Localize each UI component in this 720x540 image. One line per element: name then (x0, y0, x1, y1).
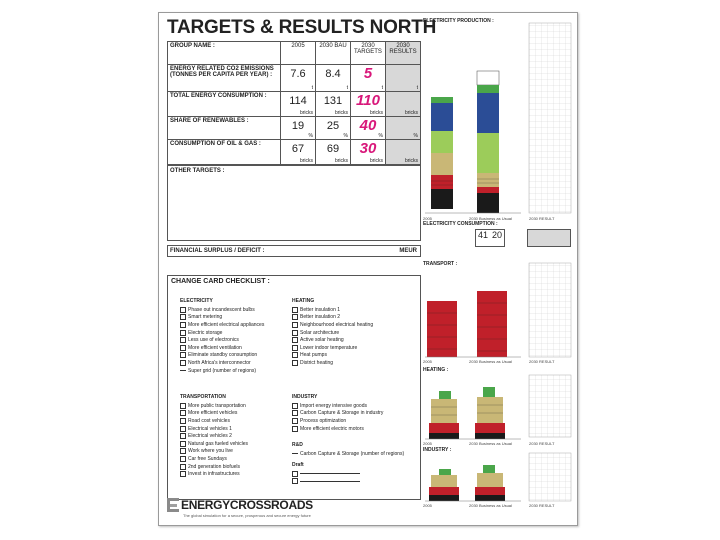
checklist-item[interactable]: Import energy intensive goods (292, 402, 383, 410)
logo-text: ENERGYCROSSROADS (181, 498, 313, 512)
checkbox-icon[interactable] (180, 464, 186, 470)
rnd-heading: R&D (292, 442, 303, 448)
electricity-production-title: ELECTRICITY PRODUCTION : (423, 18, 494, 24)
financial-box[interactable] (167, 245, 421, 257)
checkbox-icon[interactable] (292, 322, 298, 328)
cell-2005-renewables: 19 % (281, 117, 316, 140)
cell-result-renewables[interactable]: % (386, 117, 421, 140)
checklist-heating (292, 298, 373, 367)
checklist-industry (292, 394, 383, 432)
checklist-item[interactable]: Carbon Capture & Storage in industry (292, 410, 383, 418)
heating-label-bau: 2030 Business as Usual (469, 441, 512, 446)
checkbox-icon[interactable] (180, 433, 186, 439)
checkbox-icon[interactable] (180, 441, 186, 447)
industry-label-result: 2030 RESULT (529, 503, 555, 508)
checkbox-icon[interactable] (180, 448, 186, 454)
targets-results-sheet (158, 12, 578, 526)
checkbox-icon[interactable] (180, 360, 186, 366)
transport-label-2005: 2005 (423, 359, 432, 364)
checkbox-icon[interactable] (180, 337, 186, 343)
checklist-item[interactable]: 2nd generation biofuels (180, 463, 248, 471)
transport-title: TRANSPORT : (423, 261, 458, 267)
checklist-item[interactable]: Process optimization (292, 417, 383, 425)
consumption-value-2005: 41 (478, 230, 489, 240)
elec-label-bau: 2030 Business as Usual (469, 216, 512, 221)
checklist-item[interactable]: Better insulation 1 (292, 306, 373, 314)
industry-heading: INDUSTRY (292, 394, 318, 400)
checklist-item[interactable]: Car free Sundays (180, 455, 248, 463)
heating-label-result: 2030 RESULT (529, 441, 555, 446)
other-targets-label: OTHER TARGETS : (170, 168, 225, 174)
transport-result-grid (529, 263, 571, 357)
checklist-item[interactable]: Active solar heating (292, 336, 373, 344)
checkbox-icon[interactable] (292, 337, 298, 343)
electricity-bau-stack (477, 71, 499, 213)
checkbox-icon[interactable] (180, 426, 186, 432)
heating-title: HEATING : (423, 367, 449, 373)
checkbox-icon[interactable] (180, 352, 186, 358)
checkbox-icon[interactable] (292, 471, 298, 477)
checklist-item[interactable]: Invest in infrastructures (180, 470, 248, 478)
cell-2005-energy: 114 bricks (281, 92, 316, 117)
checkbox-icon[interactable] (180, 307, 186, 313)
checklist-item[interactable]: Neighbourhood electrical heating (292, 321, 373, 329)
checklist-item[interactable]: Better insulation 2 (292, 314, 373, 322)
checklist-item[interactable]: Eliminate standby consumption (180, 352, 264, 360)
heating-result-grid (529, 375, 571, 437)
checklist-item[interactable]: North Africa's interconnector (180, 359, 264, 367)
checkbox-icon[interactable] (180, 403, 186, 409)
checkbox-icon[interactable] (292, 330, 298, 336)
checkbox-icon[interactable] (180, 456, 186, 462)
transport-2005-stack (427, 301, 457, 357)
cell-target-co2: 5 t (351, 65, 386, 92)
checkbox-icon[interactable] (292, 478, 298, 484)
other-targets-box[interactable] (167, 165, 421, 241)
stacked-brick-charts (421, 13, 577, 525)
cell-2005-co2: 7.6 t (281, 65, 316, 92)
electricity-heading: ELECTRICITY (180, 298, 213, 304)
cell-bau-renewables: 25 % (316, 117, 351, 140)
checklist-item[interactable]: Less use of electronics (180, 336, 264, 344)
checkbox-icon[interactable] (292, 426, 298, 432)
consumption-value-bau: 20 (492, 230, 503, 240)
cell-target-oilgas: 30 bricks (351, 140, 386, 165)
row-label-oilgas: CONSUMPTION OF OIL & GAS : (168, 140, 281, 165)
col-2005: 2005 (281, 42, 316, 65)
targets-table (167, 41, 421, 165)
checkbox-icon[interactable] (180, 418, 186, 424)
cell-target-renewables: 40 % (351, 117, 386, 140)
draft-heading: Draft (292, 462, 304, 468)
industry-label-bau: 2030 Business as Usual (469, 503, 512, 508)
checklist-item[interactable]: Super grid (number of regions) (180, 367, 264, 375)
checklist-item[interactable]: Work where you live (180, 448, 248, 456)
checkbox-icon[interactable] (292, 418, 298, 424)
col-results: 2030 RESULTS (386, 42, 421, 65)
cell-2005-oilgas: 67 bricks (281, 140, 316, 165)
heating-label-2005: 2005 (423, 441, 432, 446)
energy-crossroads-logo (167, 497, 313, 518)
checklist-item[interactable] (292, 478, 360, 486)
checklist-item[interactable]: More public transportation (180, 402, 248, 410)
checkbox-icon[interactable] (180, 410, 186, 416)
checklist-item[interactable]: Solar architecture (292, 329, 373, 337)
row-label-co2: ENERGY RELATED CO2 EMISSIONS (TONNES PER CAPITA PER YEAR) : (168, 65, 281, 92)
col-targets: 2030 TARGETS (351, 42, 386, 65)
logo-mark-icon (167, 497, 181, 513)
checklist-item[interactable]: Natural gas fueled vehicles (180, 440, 248, 448)
checklist-item[interactable]: Electrical vehicles 1 (180, 425, 248, 433)
checkbox-icon[interactable] (180, 314, 186, 320)
checkbox-icon[interactable] (292, 345, 298, 351)
checklist-item[interactable]: Carbon Capture & Storage (number of regions) (292, 450, 404, 458)
cell-result-energy[interactable]: bricks (386, 92, 421, 117)
checkbox-icon[interactable] (292, 410, 298, 416)
industry-bau-stack (475, 465, 505, 501)
checkbox-icon[interactable] (180, 345, 186, 351)
row-label-renewables: SHARE OF RENEWABLES : (168, 117, 281, 140)
cell-bau-oilgas: 69 bricks (316, 140, 351, 165)
checklist-item[interactable] (292, 470, 360, 478)
checkbox-icon[interactable] (292, 352, 298, 358)
industry-title: INDUSTRY : (423, 447, 452, 453)
checkbox-icon[interactable] (180, 471, 186, 477)
industry-result-grid (529, 453, 571, 501)
logo-tagline: The global simulation for a secure, prosperous and secure energy future (183, 513, 311, 518)
cell-result-oilgas[interactable]: bricks (386, 140, 421, 165)
col-bau: 2030 BAU (316, 42, 351, 65)
checklist-item[interactable]: More efficient ventilation (180, 344, 264, 352)
industry-label-2005: 2005 (423, 503, 432, 508)
page-title: TARGETS & RESULTS NORTH (167, 17, 437, 38)
row-label-energy: TOTAL ENERGY CONSUMPTION : (168, 92, 281, 117)
cell-bau-energy: 131 bricks (316, 92, 351, 117)
elec-label-2005: 2005 (423, 216, 432, 221)
checklist-draft (292, 462, 360, 485)
transport-bau-stack (477, 291, 507, 357)
checkbox-icon[interactable] (292, 314, 298, 320)
checkbox-icon[interactable] (180, 322, 186, 328)
checklist-item[interactable]: More efficient electrical appliances (180, 321, 264, 329)
heating-heading: HEATING (292, 298, 315, 304)
transport-label-bau: 2030 Business as Usual (469, 359, 512, 364)
cell-target-energy: 110 bricks (351, 92, 386, 117)
checklist-item[interactable]: Lower indoor temperature (292, 344, 373, 352)
checklist-transportation (180, 394, 248, 478)
electricity-2005-stack (431, 97, 453, 209)
change-card-title: CHANGE CARD CHECKLIST : (171, 278, 270, 285)
checkbox-icon[interactable] (292, 360, 298, 366)
checklist-item[interactable]: Phase out incandescent bulbs (180, 306, 264, 314)
financial-unit: MEUR (399, 248, 417, 254)
electricity-consumption-title: ELECTRICITY CONSUMPTION : (423, 221, 498, 227)
checkbox-icon[interactable] (180, 330, 186, 336)
checkbox-icon[interactable] (292, 403, 298, 409)
change-card-checklist (167, 275, 421, 500)
checklist-electricity (180, 298, 264, 374)
checkbox-icon[interactable] (292, 307, 298, 313)
checklist-item[interactable]: Road cost vehicles (180, 417, 248, 425)
checklist-item[interactable]: Smart metering (180, 314, 264, 322)
checklist-rnd (292, 442, 404, 458)
checklist-item[interactable]: District heating (292, 359, 373, 367)
cell-result-co2[interactable]: t (386, 65, 421, 92)
targets-table-panel (167, 41, 421, 165)
industry-2005-stack (429, 469, 459, 501)
checklist-item[interactable]: More efficient electric motors (292, 425, 383, 433)
electricity-result-grid (529, 23, 571, 213)
cell-bau-co2: 8.4 t (316, 65, 351, 92)
transport-label-result: 2030 RESULT (529, 359, 555, 364)
transportation-heading: TRANSPORTATION (180, 394, 226, 400)
checklist-item[interactable]: More efficient vehicles (180, 410, 248, 418)
checklist-item[interactable]: Electric storage (180, 329, 264, 337)
financial-label: FINANCIAL SURPLUS / DEFICIT : (170, 248, 265, 254)
elec-label-result: 2030 RESULT (529, 216, 555, 221)
group-name-label: GROUP NAME : (168, 42, 281, 65)
checklist-item[interactable]: Electrical vehicles 2 (180, 432, 248, 440)
checklist-item[interactable]: Heat pumps (292, 352, 373, 360)
